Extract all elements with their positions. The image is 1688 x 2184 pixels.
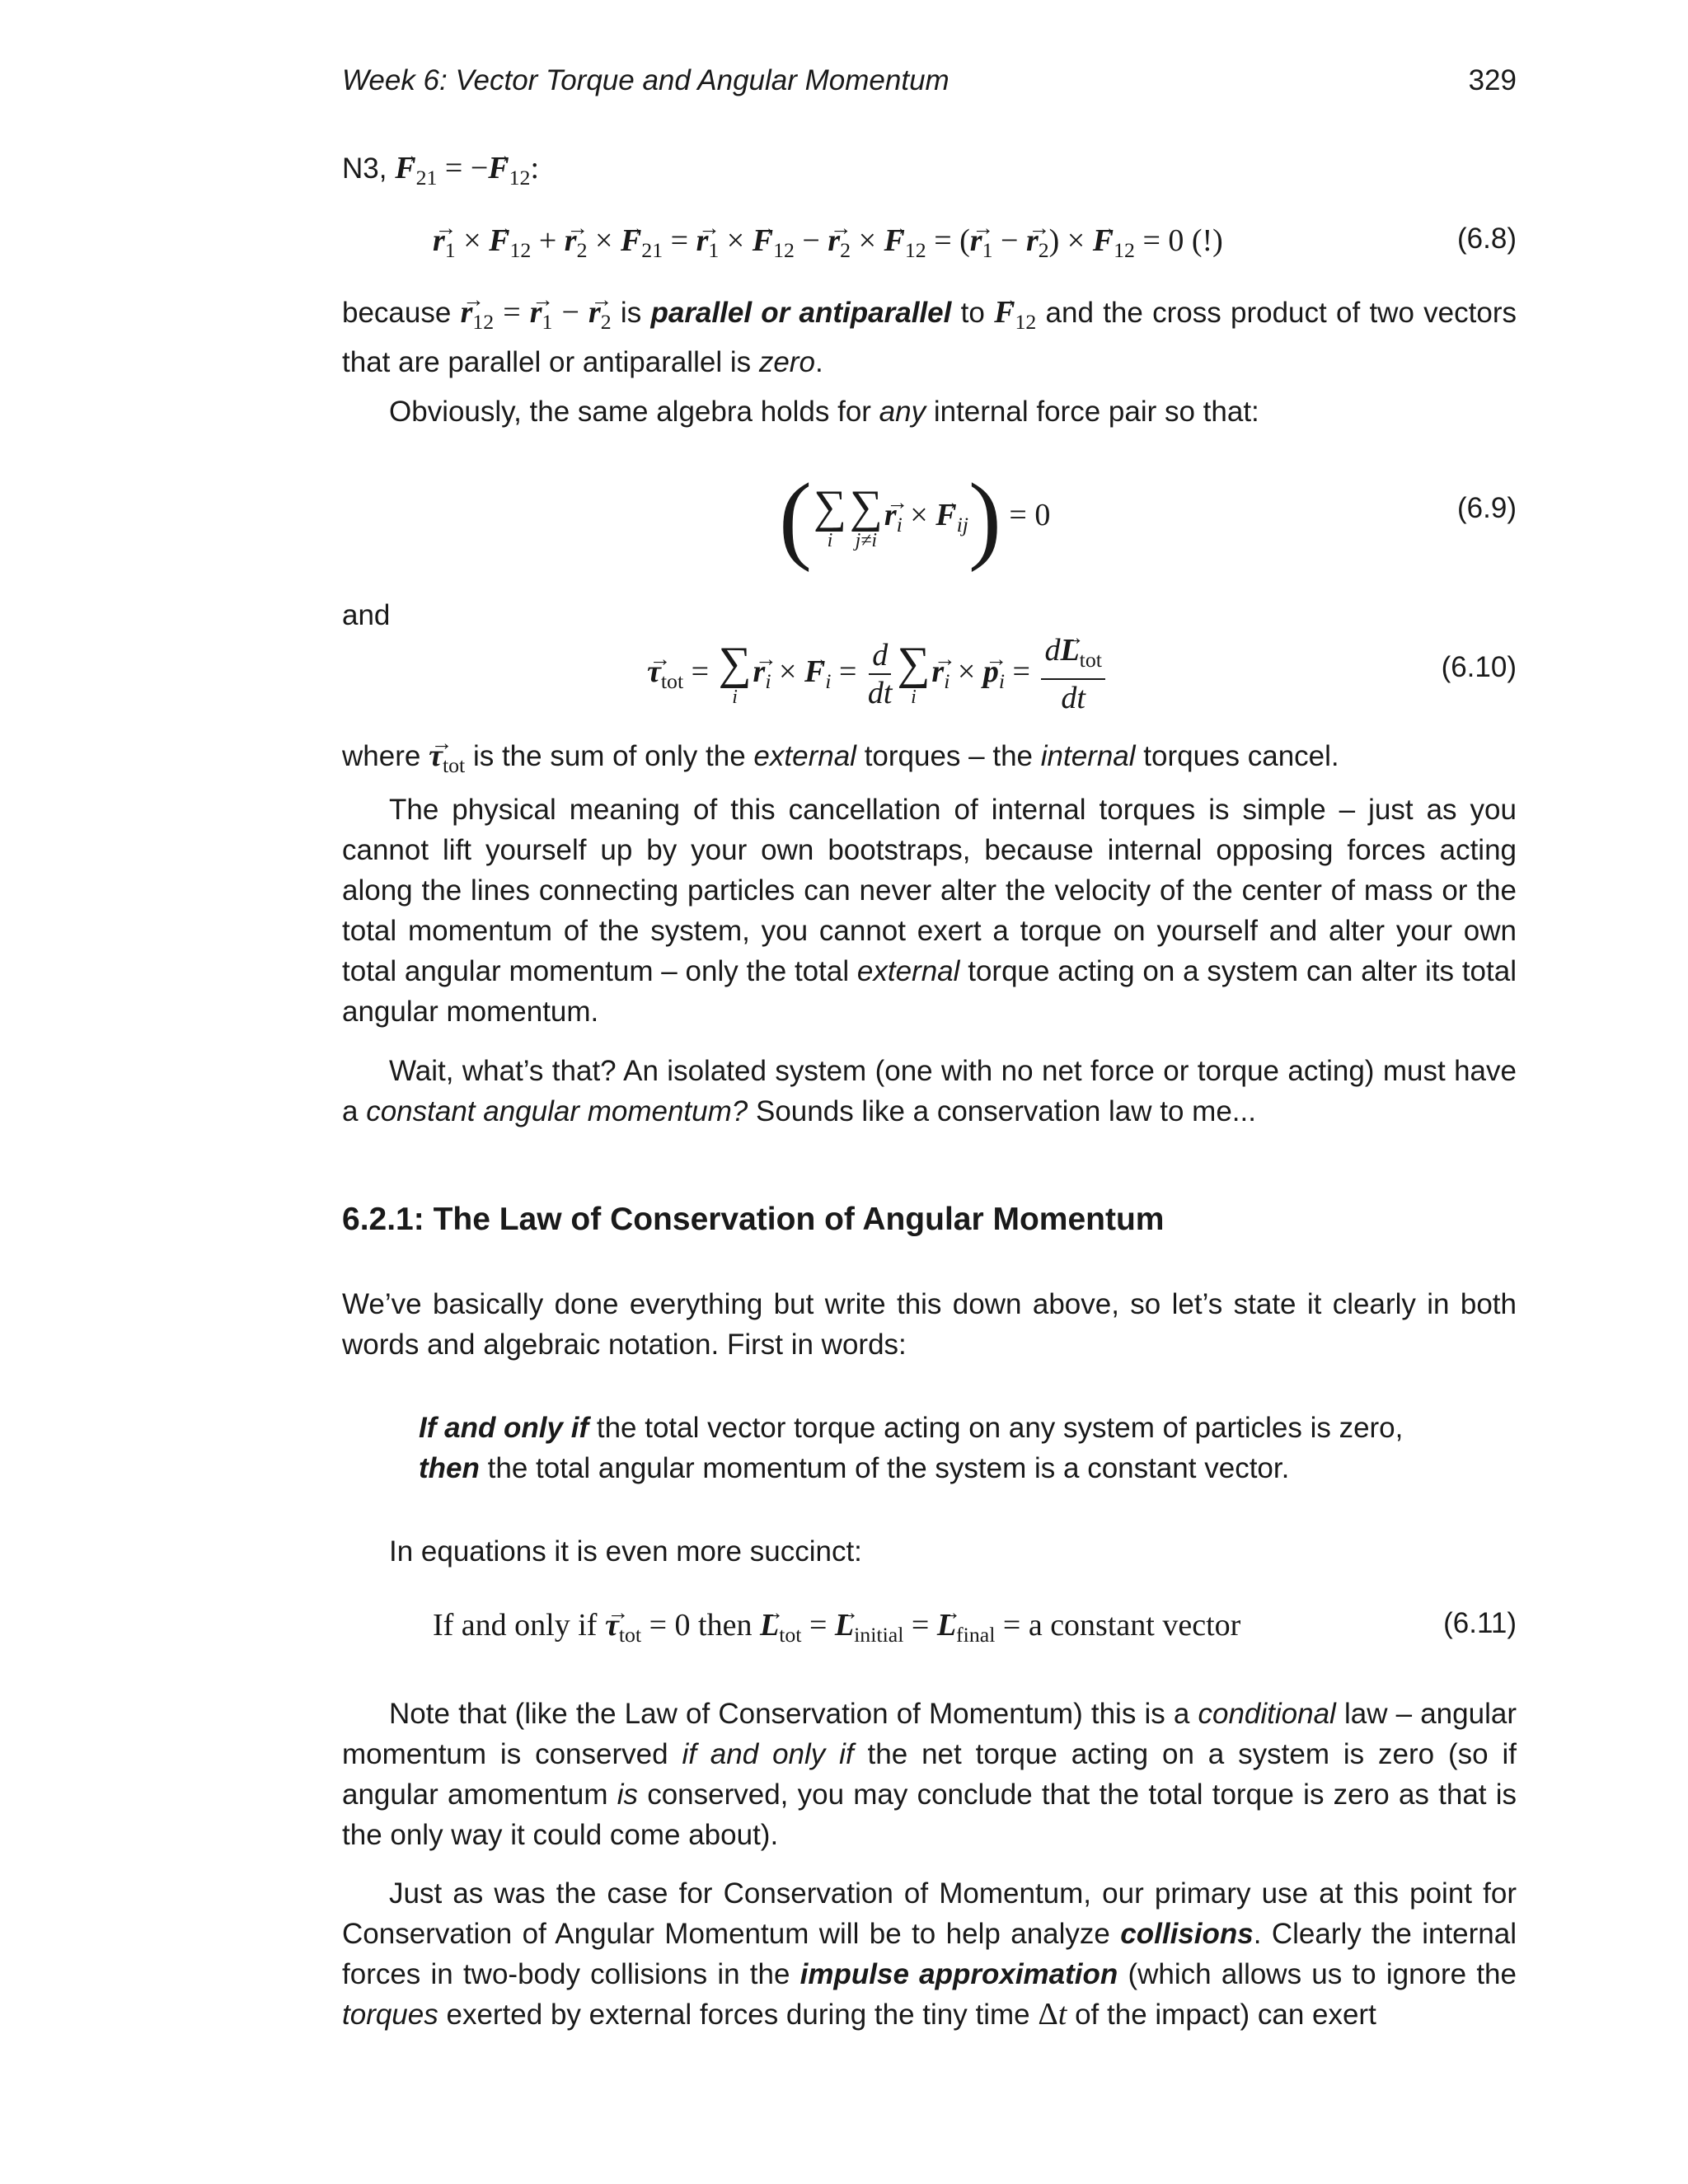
paragraph-5: Wait, what’s that? An isolated system (one with no net force or torque acting) must have a constant angular momentum? Sounds like a conservation law to me... bbox=[342, 1055, 1517, 1127]
paragraph-9: Just as was the case for Conservation of Momentum, our primary use at this point for Conservation of Angular Momentum will be to help analyze collisions. Clearly the internal forces in two-body collisions in the impulse approximation (which allows us to ignore the torques exerted by external forces during the tiny time Δt of the impact) can exert bbox=[342, 1877, 1517, 2032]
header-title: Week 6: Vector Torque and Angular Momentum bbox=[342, 64, 950, 96]
paragraph-7: In equations it is even more succinct: bbox=[389, 1535, 862, 1568]
equation-number: (6.8) bbox=[1457, 223, 1517, 255]
equation-number: (6.10) bbox=[1441, 651, 1517, 683]
n3-label: N3, bbox=[342, 152, 387, 185]
law-statement: If and only if the total vector torque acting on any system of particles is zero, then the total angular momentum of the system is a constant vector. bbox=[419, 1412, 1404, 1484]
equation-number: (6.9) bbox=[1457, 492, 1517, 524]
section-heading: 6.2.1: The Law of Conservation of Angular Momentum bbox=[342, 1202, 1165, 1237]
equation-6-8-tail: = 0 (!) bbox=[1142, 223, 1223, 258]
paragraph-3: where → $\tau_{tot}$ is the sum of only the external torques – the internal torques cancel. bbox=[342, 736, 1517, 785]
equation-6-8 bbox=[342, 216, 1517, 265]
and-label: and bbox=[342, 599, 391, 631]
equation-6-8-body: → $r_1$ × → $F_{12}$ + → $r_2$ × → $F_{21}$ = → $r_1$ × → $F_{12}$ − → $r_2$ × → $F_{12}$ = (→ $r_1$ − → $r_2$) × → $F_{12} = 0$ (!) bbox=[433, 216, 1223, 275]
n3-formula: → $F_{21}$ = −→ $F_{12}$: bbox=[395, 151, 539, 185]
paragraph-2: Obviously, the same algebra holds for any internal force pair so that: bbox=[389, 396, 1259, 428]
equation-6-9-body: ( ∑ i ∑ j≠i → $r_i$ × → $F_{ij}) = 0$ bbox=[779, 457, 1050, 583]
running-header bbox=[342, 64, 1517, 102]
equation-number: (6.11) bbox=[1443, 1607, 1517, 1639]
paragraph-8: Note that (like the Law of Conservation of Momentum) this is a conditional law – angular momentum is conserved if and only if the net torque acting on a system is zero (so if angular amomentum is conserved, you may conclude that the total torque is zero as that is the only way it could come about). bbox=[342, 1698, 1517, 1851]
equation-6-11-body: If and only if → $\tau_{tot} = 0$ then → $L_{tot}$ = → $L_{initial}$ = → $L_{final} = a$ constant vector bbox=[433, 1601, 1240, 1660]
paragraph-4: The physical meaning of this cancellation of internal torques is simple – just as you cannot lift yourself up by your own bootstraps, because internal opposing forces acting along the lines connecting particles can never alter the velocity of the center of mass or the total momentum of the system, you cannot exert a torque on yourself and alter your own total angular momentum – only the total external torque acting on a system can alter its total angular momentum. bbox=[342, 794, 1517, 1028]
equation-6-10 bbox=[342, 626, 1517, 717]
page-number: 329 bbox=[1468, 64, 1517, 96]
equation-6-11 bbox=[342, 1601, 1517, 1650]
equation-6-9 bbox=[342, 457, 1517, 573]
paragraph-1: because → $r_{12}$ = → $r_1$ − → $r_2$ is parallel or antiparallel to → $F_{12}$ and the cross product of two vectors that are parallel or antiparallel is zero. bbox=[342, 293, 1517, 382]
n3-line bbox=[342, 148, 1517, 198]
paragraph-6: We’ve basically done everything but write this down above, so let’s state it clearly in both words and algebraic notation. First in words: bbox=[342, 1288, 1517, 1361]
equation-6-10-body: → $\tau_{tot}$ = ∑ i → $r_i$ × → $F_i$ = $\frac{d}{dt}$ ∑ i → $r_i$ × → $p_i$ = $\frac{d\to L_{tot}}{dt}$ bbox=[647, 626, 1109, 727]
